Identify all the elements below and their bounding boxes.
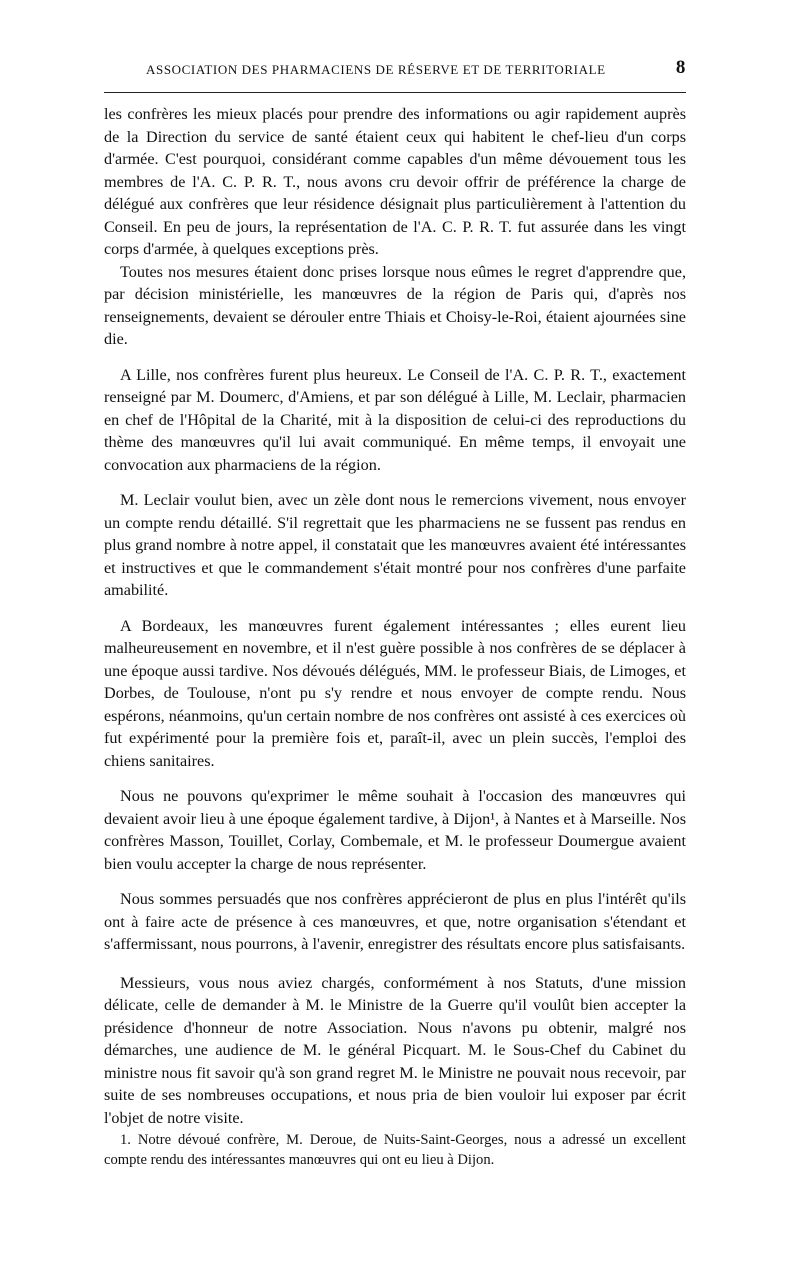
footnote-text: 1. Notre dévoué confrère, M. Deroue, de Nuits-Saint-Georges, nous a adressé un excellent compte rendu des intéressantes manœuvres qui ont eu lieu à Dijon. [104,1132,686,1168]
paragraph-3: A Lille, nos confrères furent plus heureux. Le Conseil de l'A. C. P. R. T., exactement renseigné par M. Doumerc, d'Amiens, et par son délégué à Lille, M. Leclair, pharmacien en chef de l'Hôpital de la Charité, mit à la disposition de celui-ci des reproductions du thème des manœuvres qu'il lui avait communiqué. En même temps, il envoyait une convocation aux pharmaciens de la région. [104,365,686,474]
paragraph-4: M. Leclair voulut bien, avec un zèle dont nous le remercions vivement, nous envoyer un compte rendu détaillé. S'il regrettait que les pharmaciens ne se fussent pas rendus en plus grand nombre à notre appel, il constatait que les manœuvres avaient été intéressantes et instructives et que le commandement s'était montré pour nos confrères d'une parfaite amabilité. [104,491,686,599]
page-number: 8 [675,57,686,78]
header-rule [104,92,686,93]
paragraph-1: les confrères les mieux placés pour prendre des informations ou agir rapidement auprès de la Direction du service de santé étaient ceux qui habitent le chef-lieu d'un corps d'armée. C'est pourquoi, considérant comme capables d'un même dévouement tous les membres de l'A. C. P. R. T., nous avons cru devoir offrir de préférence la charge de délégué aux confrères que leur résidence désignait plus particulièrement à l'attention du Conseil. En peu de jours, la représentation de l'A. C. P. R. T. fut assurée dans les vingt corps d'armée, à quelques exceptions près. [104,105,686,258]
paragraph-2: Toutes nos mesures étaient donc prises lorsque nous eûmes le regret d'apprendre que, par décision ministérielle, les manœuvres de la région de Paris qui, d'après nos renseignements, devaient se dérouler entre Thiais et Choisy-le-Roi, étaient ajournées sine die. [104,262,686,348]
body-text [104,103,686,1129]
running-header [104,58,686,86]
paragraph-5: A Bordeaux, les manœuvres furent également intéressantes ; elles eurent lieu malheureusement en novembre, et il n'est guère possible à nos confrères de se déplacer à une époque aussi tardive. Nos dévoués délégués, MM. le professeur Biais, de Limoges, et Dorbes, de Toulouse, n'ont pu s'y rendre et nous envoyer de compte rendu. Nous espérons, néanmoins, qu'un certain nombre de nos confrères ont assisté à ces exercices où fut expérimenté pour la première fois et, paraît-il, avec un plein succès, l'emploi des chiens sanitaires. [104,616,686,770]
footnote [104,1130,686,1170]
paragraph-7: Nous sommes persuadés que nos confrères apprécieront de plus en plus l'intérêt qu'ils ont à faire acte de présence à ces manœuvres, et que, notre organisation s'étendant et s'affermissant, nous pourrons, à l'avenir, enregistrer des résultats encore plus satisfaisants. [104,890,686,953]
paragraph-8: Messieurs, vous nous aviez chargés, conformément à nos Statuts, d'une mission délicate, celle de demander à M. le Ministre de la Guerre qu'il voulût bien accepter la présidence d'honneur de notre Association. Nous n'avons pu obtenir, malgré nos démarches, une audience de M. le général Picquart. M. le Sous-Chef du Cabinet du ministre nous fit savoir qu'à son grand regret M. le Ministre ne pouvait nous recevoir, par suite de ses nombreuses occupations, et nous pria de bien vouloir lui exposer par écrit l'objet de notre visite. [104,973,686,1127]
running-title: ASSOCIATION DES PHARMACIENS DE RÉSERVE ET DE TERRITORIALE [146,62,606,77]
paragraph-6: Nous ne pouvons qu'exprimer le même souhait à l'occasion des manœuvres qui devaient avoir lieu à une époque également tardive, à Dijon¹, à Nantes et à Marseille. Nos confrères Masson, Touillet, Corlay, Combemale, et M. le professeur Doumergue avaient bien voulu accepter la charge de nous représenter. [104,787,686,873]
